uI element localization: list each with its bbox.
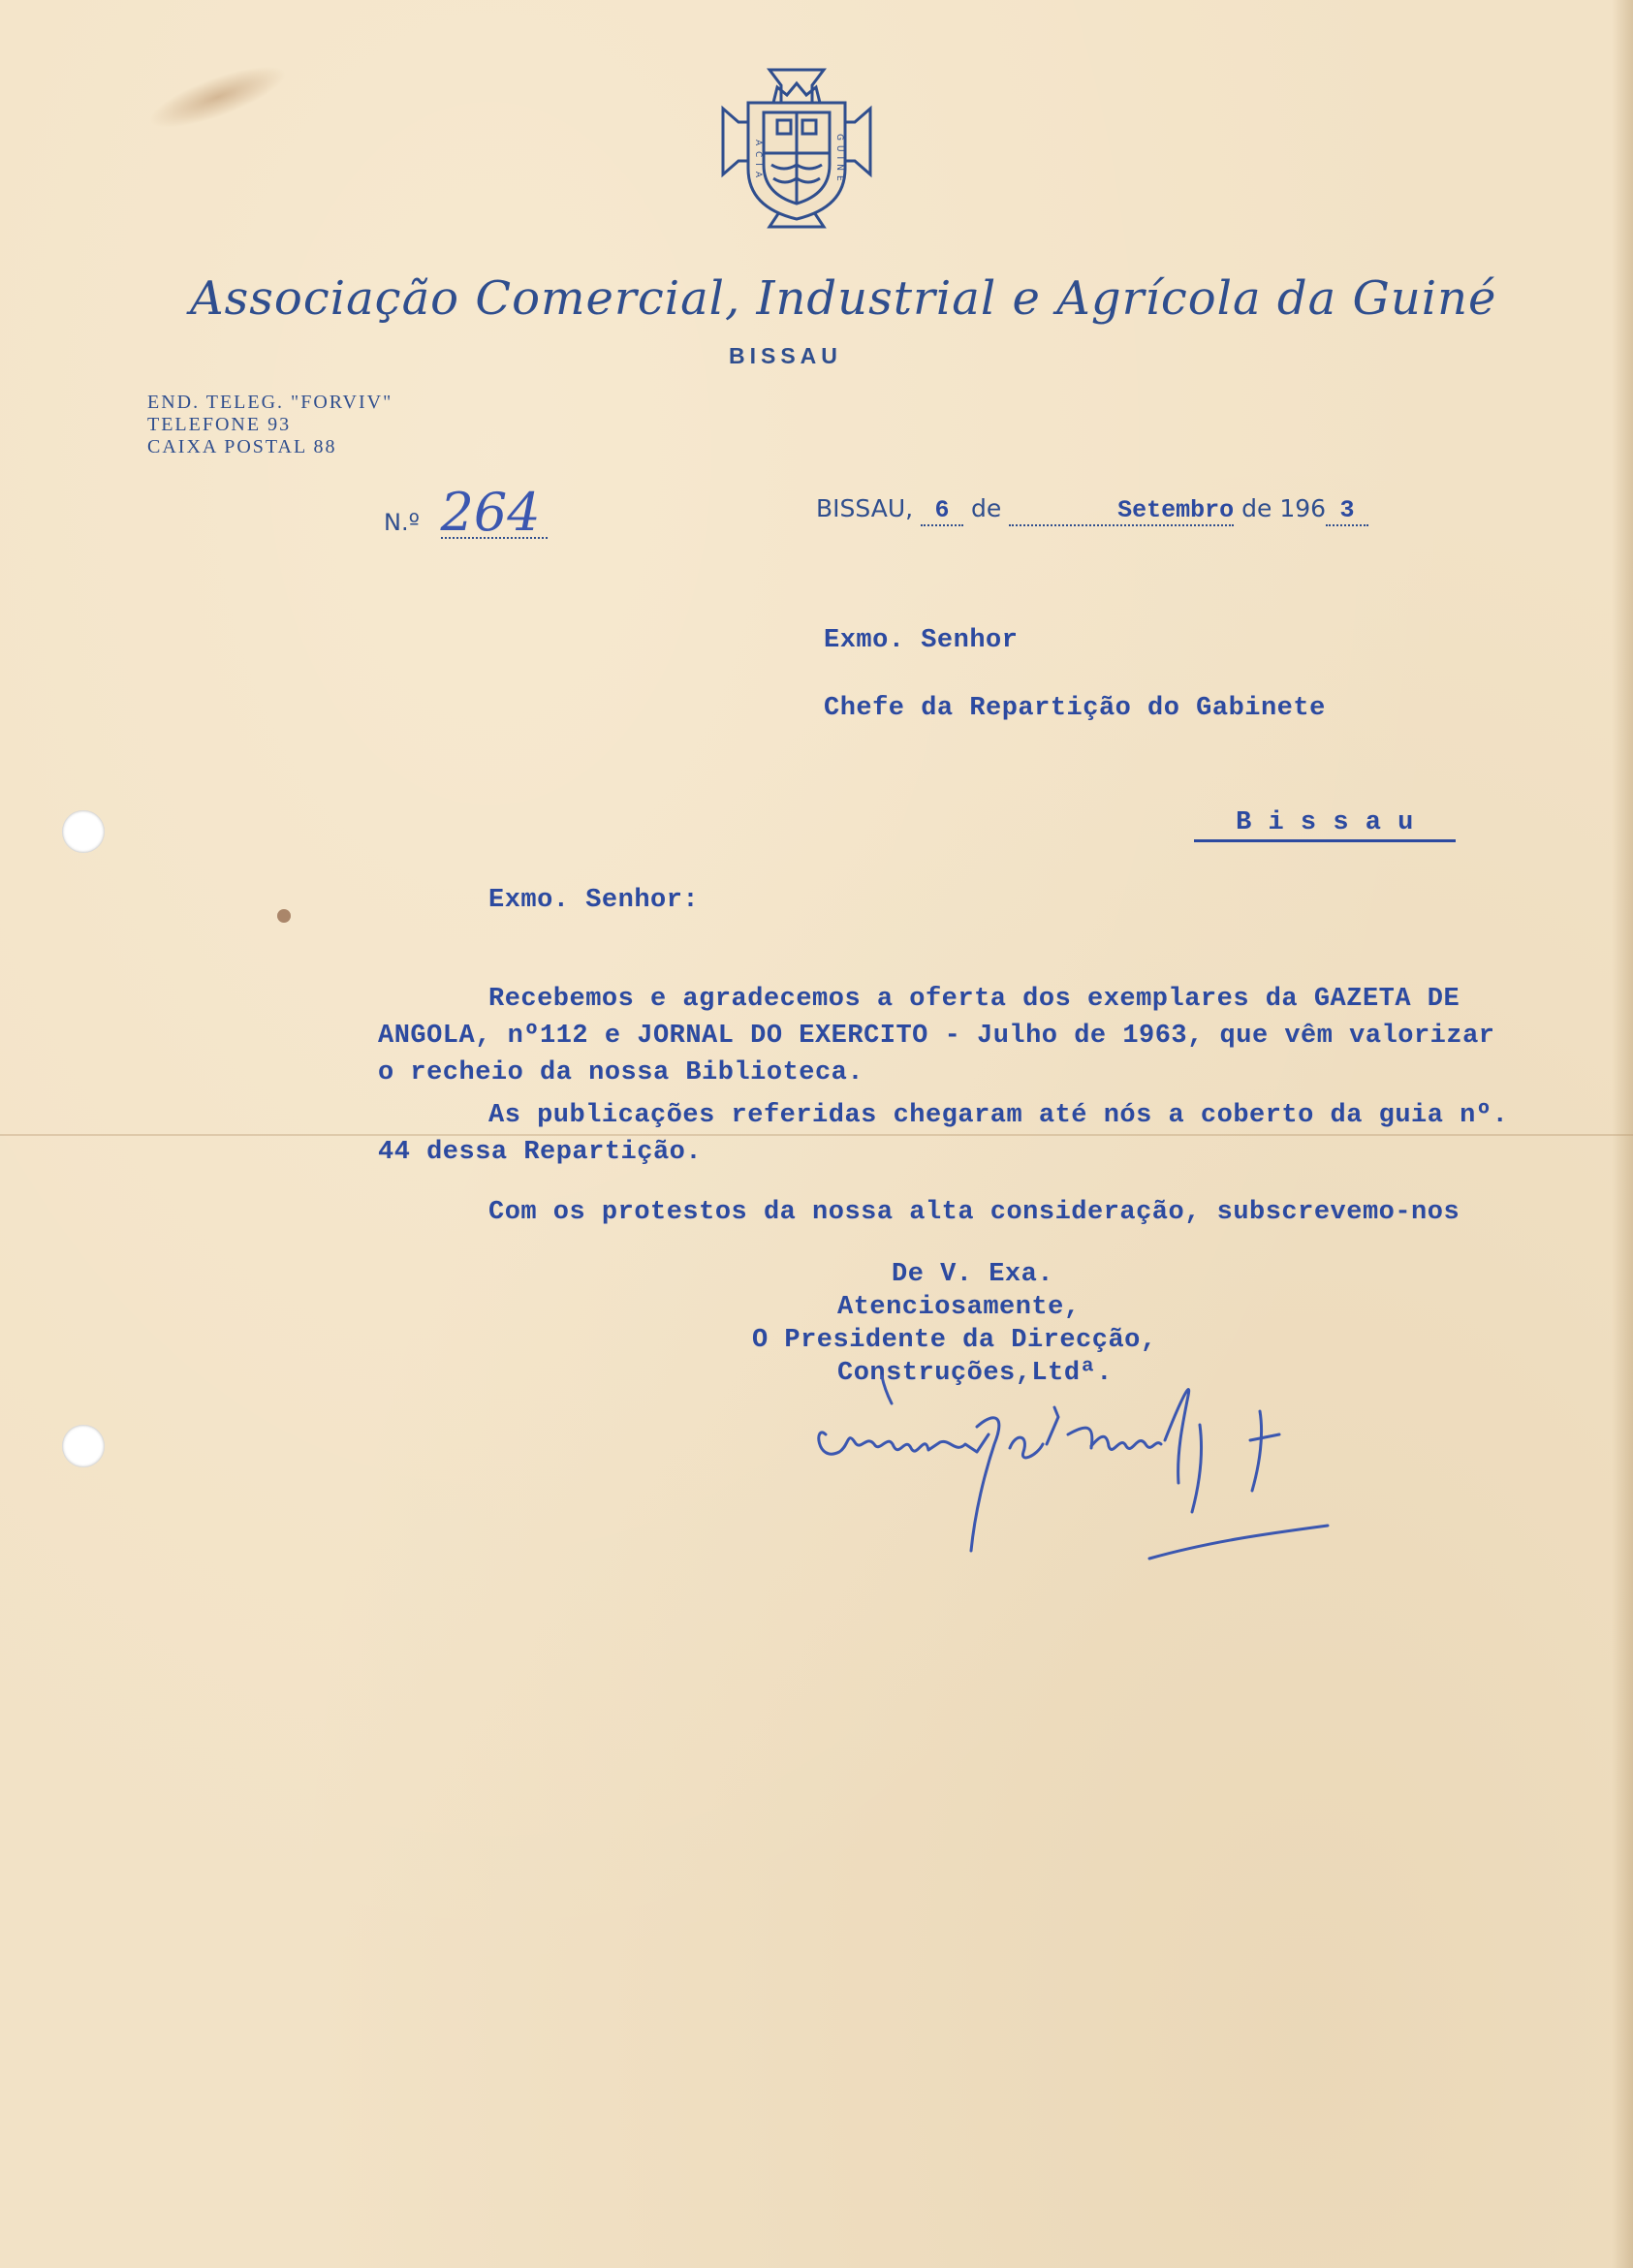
paragraph-2-line-2: 44 dessa Repartição. xyxy=(378,1138,703,1167)
emblem-letters-right: GUINE xyxy=(834,134,844,186)
letterhead-city: BISSAU xyxy=(729,343,842,368)
phone-number: TELEFONE 93 xyxy=(147,414,292,435)
recipient-city: B i s s a u xyxy=(1194,808,1456,842)
dateline xyxy=(816,494,1368,526)
dateline-month: Setembro xyxy=(1009,494,1234,526)
punch-hole-bottom xyxy=(62,1425,105,1467)
punch-hole-top xyxy=(62,810,105,853)
signoff-line-3: O Presidente da Direcção, xyxy=(752,1326,1157,1355)
paragraph-1-line-3: o recheio da nossa Biblioteca. xyxy=(378,1058,864,1087)
po-box: CAIXA POSTAL 88 xyxy=(147,436,337,457)
rust-stain xyxy=(143,54,294,141)
paragraph-1-line-2: ANGOLA, nº112 e JORNAL DO EXERCITO - Julho de 1963, que vêm valorizar xyxy=(378,1022,1495,1051)
paragraph-2-line-1: As publicações referidas chegaram até nós a coberto da guia nº. xyxy=(488,1101,1509,1130)
dateline-day: 6 xyxy=(921,494,963,526)
greeting: Exmo. Senhor: xyxy=(488,886,700,915)
signoff-line-1: De V. Exa. xyxy=(892,1260,1054,1289)
organization-title: Associação Comercial, Industrial e Agrícola da Guiné xyxy=(190,271,1497,326)
reference-number-value: 264 xyxy=(441,488,548,539)
recipient-title: Chefe da Repartição do Gabinete xyxy=(824,694,1326,723)
contact-block xyxy=(147,392,393,458)
reference-number-label: N.º xyxy=(384,509,420,536)
closing-line: Com os protestos da nossa alta consideração, subscrevemo-nos xyxy=(488,1198,1460,1227)
paper-fold-line xyxy=(0,1134,1633,1136)
reference-number xyxy=(384,482,548,543)
handwritten-signature xyxy=(804,1318,1347,1560)
telegraph-address: END. TELEG. "FORVIV" xyxy=(147,392,393,413)
dateline-city: BISSAU, xyxy=(816,494,914,522)
recipient-salutation: Exmo. Senhor xyxy=(824,626,1019,655)
ink-spot xyxy=(277,909,291,923)
signoff-line-4: Construções,Ltdª. xyxy=(837,1359,1113,1388)
signoff-line-2: Atenciosamente, xyxy=(837,1293,1081,1322)
dateline-year-digit: 3 xyxy=(1326,494,1368,526)
association-emblem xyxy=(709,64,884,236)
paragraph-1-line-1: Recebemos e agradecemos a oferta dos exemplares da GAZETA DE xyxy=(488,985,1460,1014)
dateline-de-1: de xyxy=(970,494,1002,522)
dateline-de-2: de 196 xyxy=(1241,494,1327,522)
emblem-letters-left: ACIA xyxy=(753,140,763,184)
